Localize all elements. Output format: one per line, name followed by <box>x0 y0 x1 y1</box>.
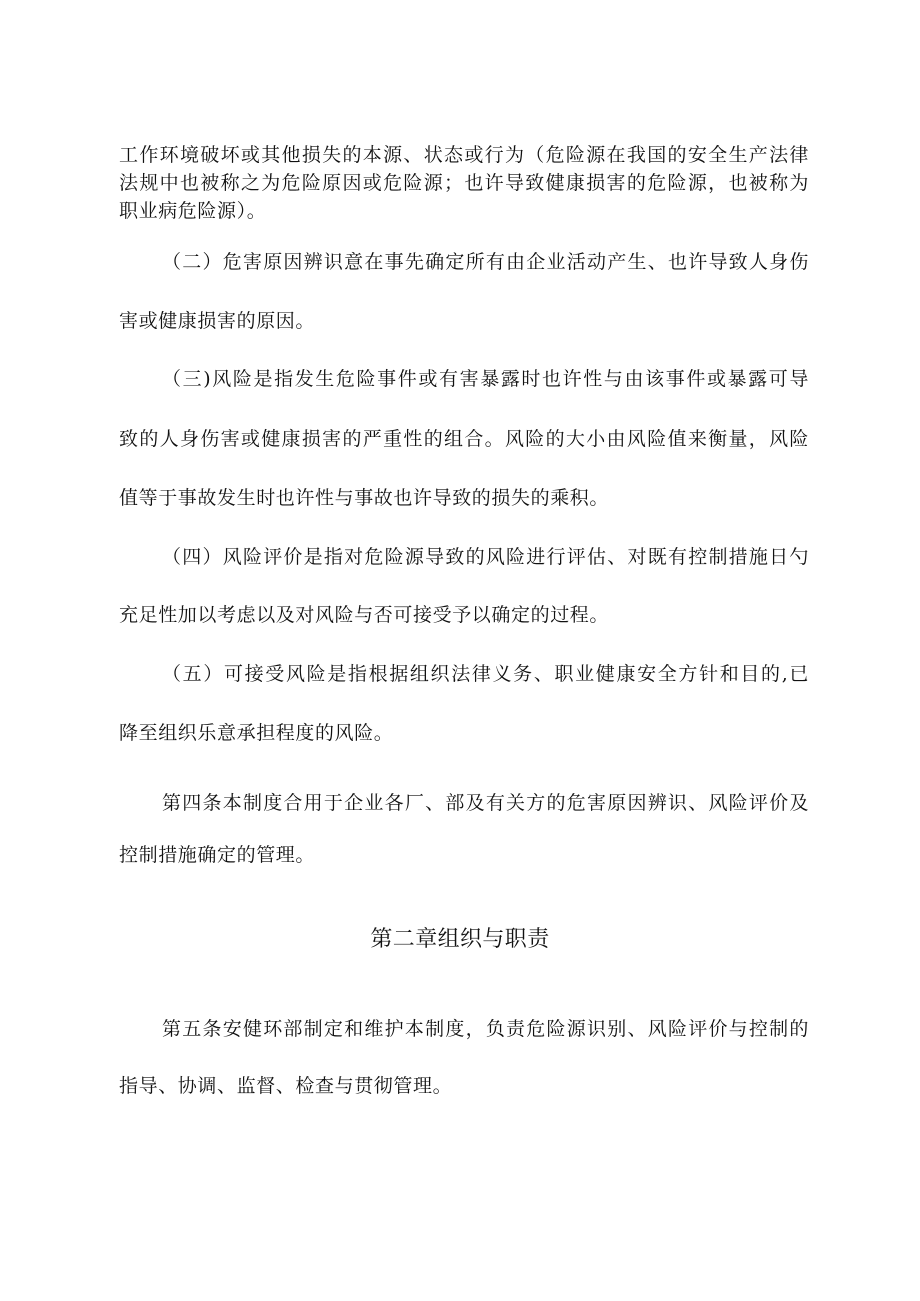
body-text-line: 控制措施确定的管理。 <box>119 844 316 866</box>
body-text-line: 职业病危险源）。 <box>119 200 267 222</box>
body-text-line: 工作环境破坏或其他损失的本源、状态或行为（危险源在我国的安全生产法律 <box>119 144 809 166</box>
body-text-line: 充足性加以考虑以及对风险与否可接受予以确定的过程。 <box>119 604 610 626</box>
body-text-line: 降至组织乐意承担程度的风险。 <box>119 722 394 744</box>
paragraph-first-line: （三)风险是指发生危险事件或有害暴露时也许性与由该事件或暴露可导 <box>162 368 809 390</box>
paragraph-first-line: （五）可接受风险是指根据组织法律义务、职业健康安全方针和目的,已 <box>162 663 809 685</box>
body-text-line: 值等于事故发生时也许性与事故也许导致的损失的乘积。 <box>119 487 610 509</box>
body-text-line: 害或健康损害的原因。 <box>119 310 316 332</box>
paragraph-first-line: （四）风险评价是指对危险源导致的风险进行评估、对既有控制措施日勺 <box>162 546 809 568</box>
body-text-line: 指导、协调、监督、检查与贯彻管理。 <box>119 1075 453 1097</box>
paragraph-first-line: 第五条安健环部制定和维护本制度，负责危险源识别、风险评价与控制的 <box>162 1018 809 1040</box>
body-text-line: 致的人身伤害或健康损害的严重性的组合。风险的大小由风险值来衡量，风险 <box>119 428 809 450</box>
paragraph-first-line: （二）危害原因辨识意在事先确定所有由企业活动产生、也许导致人身伤 <box>162 251 809 273</box>
body-text-line: 法规中也被称之为危险原因或危险源；也许导致健康损害的危险源，也被称为 <box>119 172 809 194</box>
paragraph-first-line: 第四条本制度合用于企业各厂、部及有关方的危害原因辨识、风险评价及 <box>162 792 809 814</box>
chapter-heading: 第二章组织与职责 <box>370 927 550 952</box>
